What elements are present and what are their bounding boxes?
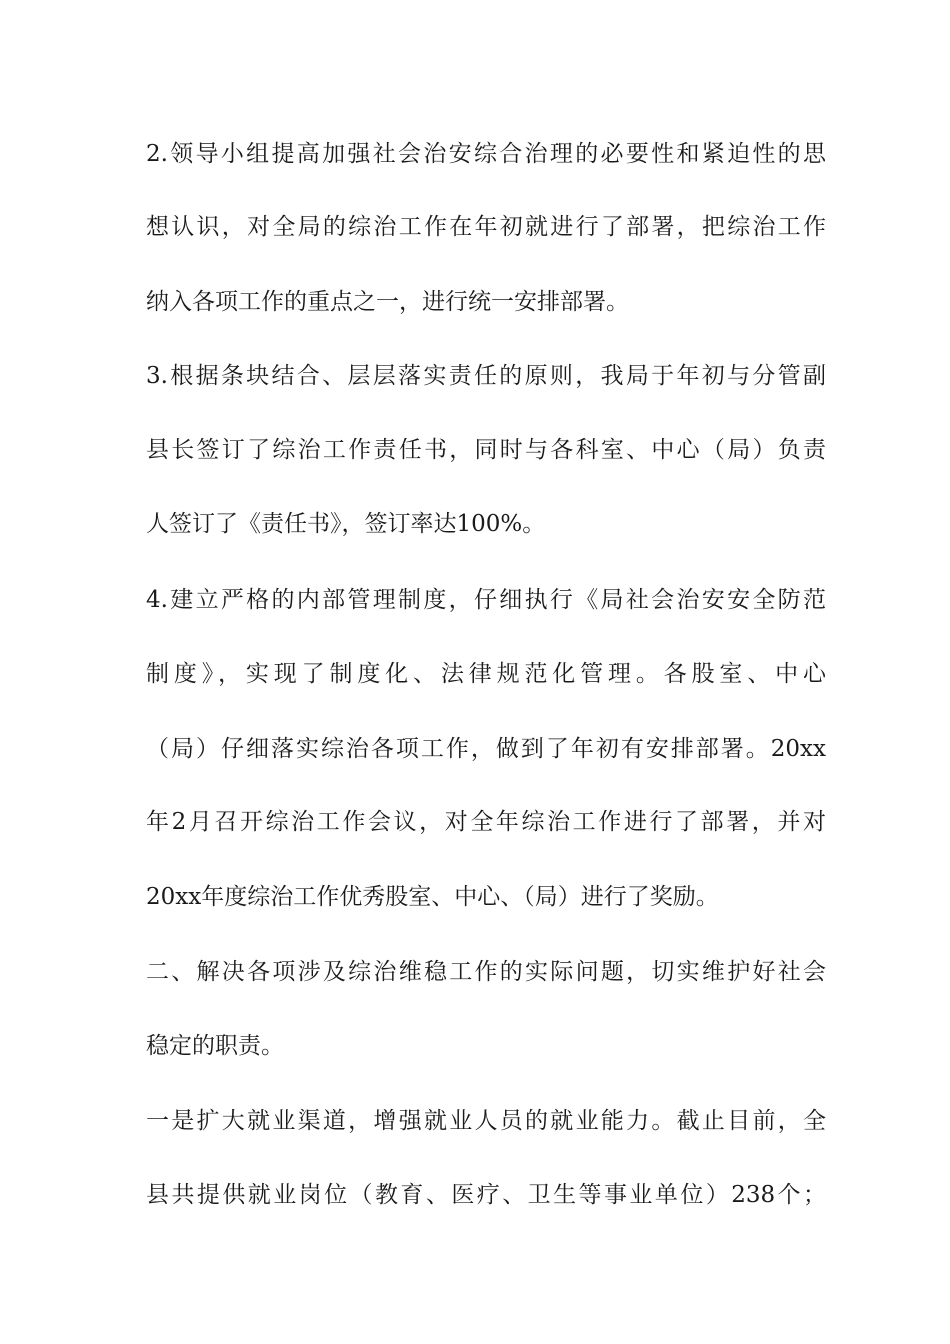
text-line: 二、解决各项涉及综治维稳工作的实际问题，切实维护好社会	[146, 959, 826, 985]
text-line: 人签订了《责任书》，签订率达100%。	[146, 511, 546, 537]
text-line: 2.领导小组提高加强社会治安综合治理的必要性和紧迫性的思	[146, 141, 826, 167]
text-line: 一是扩大就业渠道，增强就业人员的就业能力。截止目前，全	[146, 1108, 826, 1134]
text-line: 3.根据条块结合、层层落实责任的原则，我局于年初与分管副	[146, 363, 826, 389]
text-line: 20xx年度综治工作优秀股室、中心、（局）进行了奖励。	[146, 884, 719, 910]
text-line: 年2月召开综治工作会议，对全年综治工作进行了部署，并对	[146, 809, 826, 835]
text-line: （局）仔细落实综治各项工作，做到了年初有安排部署。20xx	[146, 736, 826, 762]
text-line: 4.建立严格的内部管理制度，仔细执行《局社会治安安全防范	[146, 587, 826, 613]
text-line: 稳定的职责。	[146, 1033, 284, 1059]
text-line: 制度》，实现了制度化、法律规范化管理。各股室、中心	[146, 661, 826, 687]
text-line: 县共提供就业岗位（教育、医疗、卫生等事业单位）238个；	[146, 1182, 826, 1208]
text-line: 想认识，对全局的综治工作在年初就进行了部署，把综治工作	[146, 214, 826, 240]
text-line: 县长签订了综治工作责任书，同时与各科室、中心（局）负责	[146, 437, 826, 463]
text-line: 纳入各项工作的重点之一，进行统一安排部署。	[146, 289, 629, 315]
